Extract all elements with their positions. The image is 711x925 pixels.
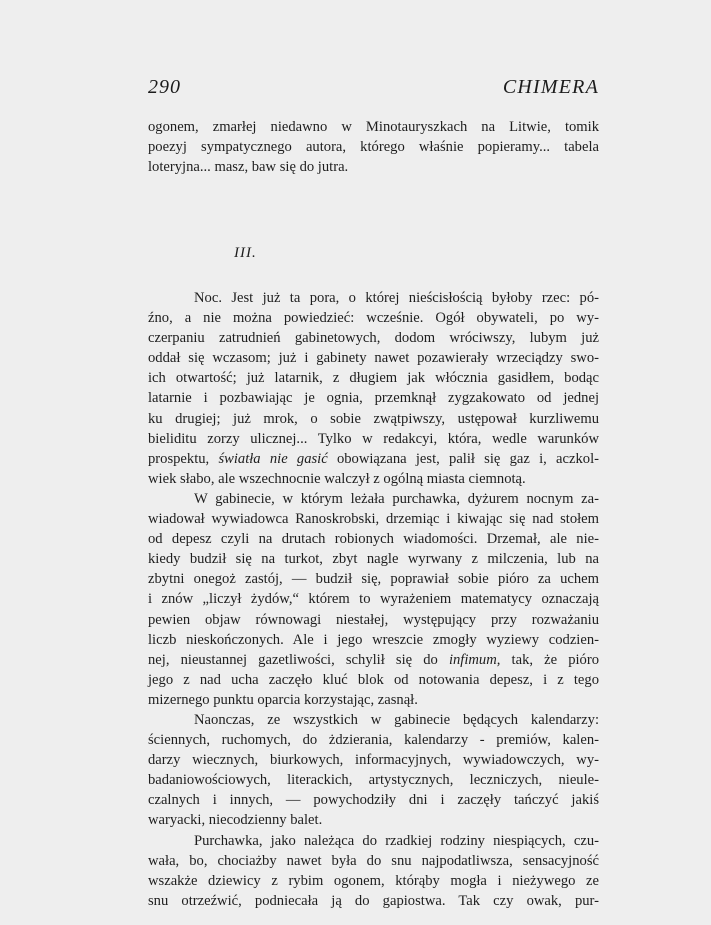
text-line: ku drugiej; już mrok, o sobie zwątpiwszy, ustępował kurzliwemu bbox=[148, 410, 599, 427]
text-line: kiedy budził się na turkot, zbyt nagle wyrwany z milczenia, lub na bbox=[148, 551, 599, 568]
text-line: W gabinecie, w którym leżała purchawka, dyżurem nocnym za- bbox=[194, 490, 599, 507]
text-line: wała, bo, chociażby nawet była do snu najpodatliwsza, sensacyjność bbox=[148, 852, 599, 869]
text-line: badaniowościowych, literackich, artystycznych, leczniczych, nieule- bbox=[148, 772, 599, 789]
text-line: Naonczas, ze wszystkich w gabinecie będących kalendarzy: bbox=[194, 711, 599, 728]
text-line: Purchawka, jako należąca do rzadkiej rodziny niespiących, czu- bbox=[194, 832, 599, 849]
text-segment: prospektu, bbox=[148, 450, 219, 467]
text-line: czalnych i innych, — powychodziły dni i zaczęły tańczyć jakiś bbox=[148, 792, 599, 809]
text-line: od depesz czyli na drutach robionych wiadomości. Drzemał, ale nie- bbox=[148, 531, 599, 548]
emphasized-phrase: infimum, bbox=[448, 651, 501, 668]
running-header bbox=[148, 76, 599, 104]
text-line: pewien objaw równowagi niestałej, występujący przy rozważaniu bbox=[148, 611, 599, 628]
text-segment: tak, że pióro bbox=[500, 651, 600, 668]
text-line: waryacki, niecodzienny balet. bbox=[148, 812, 323, 829]
page-number: 290 bbox=[148, 76, 181, 98]
text-line: bieliditu zorzy ulicznej... Tylko w redakcyi, która, wedle warunków bbox=[148, 430, 599, 447]
text-line: zbytni onegoż zastój, — budził się, poprawiał sobie pióro za uchem bbox=[148, 571, 599, 588]
emphasized-phrase: światła nie gasić bbox=[218, 450, 328, 467]
text-line: ściennych, ruchomych, do żdzierania, kalendarzy - premiów, kalen- bbox=[148, 732, 599, 749]
text-line: Noc. Jest już ta pora, o której nieścisłością byłoby rzec: pó- bbox=[194, 290, 599, 306]
text-line: poezyj sympatycznego autora, którego właśnie popieramy... tabela bbox=[148, 139, 599, 156]
text-line: latarnie i pozbawiając je ognia, przemknął zygzakowato od jednej bbox=[148, 390, 599, 407]
text-line: wiadował wywiadowca Ranoskrobski, drzemiąc i kiwając się nad stołem bbox=[148, 511, 599, 528]
text-line: darzy wiecznych, biurkowych, informacyjnych, wywiadowczych, wy- bbox=[148, 752, 599, 769]
text-line: mizernego punktu oparcia korzystając, zasnął. bbox=[148, 691, 418, 708]
text-line bbox=[148, 449, 599, 469]
section-heading: III. bbox=[234, 245, 257, 261]
text-line: źno, a nie można powiedzieć: wcześnie. Ogół obywateli, po wy- bbox=[148, 310, 599, 327]
text-line: liczb nieskończonych. Ale i jego wreszcie zmogły wyziewy codzien- bbox=[148, 631, 599, 648]
text-line: ich otwartość; już latarnik, z długiem jak włócznia gasidłem, bodąc bbox=[148, 370, 599, 387]
text-segment: obowiązana jest, palił się gaz i, aczkol- bbox=[327, 450, 599, 467]
text-segment: nej, nieustannej gazetliwości, schylił się do bbox=[148, 651, 449, 668]
text-line: i znów „liczył żydów,“ którem to wyrażeniem matematycy oznaczają bbox=[148, 591, 599, 608]
intro-paragraph bbox=[148, 117, 599, 177]
text-line: snu otrzeźwić, podniecała ją do gapiostwa. Tak czy owak, pur- bbox=[148, 892, 599, 909]
text-line: czerpaniu zatrudnień gabinetowych, dodom wróciwszy, lubym już bbox=[148, 330, 599, 347]
text-line: wszakże dziewicy z rybim ogonem, którąby mogła i nieżywego ze bbox=[148, 872, 599, 889]
text-line: oddał się wczasom; już i gabinety nawet pozawierały wrzeciądzy swo- bbox=[148, 350, 599, 367]
text-line: loteryjna... masz, baw się do jutra. bbox=[148, 159, 349, 176]
text-line: wiek słabo, ale wszechnocnie walczył z ogólną miasta ciemnotą. bbox=[148, 470, 526, 487]
paragraph-1 bbox=[148, 288, 599, 911]
text-line: jego z nad ucha zaczęło kluć blok od notowania depesz, i z tego bbox=[148, 671, 599, 688]
text-line bbox=[148, 650, 599, 670]
text-line: ogonem, zmarłej niedawno w Minotauryszkach na Litwie, tomik bbox=[148, 119, 599, 135]
journal-title: CHIMERA bbox=[502, 76, 599, 98]
